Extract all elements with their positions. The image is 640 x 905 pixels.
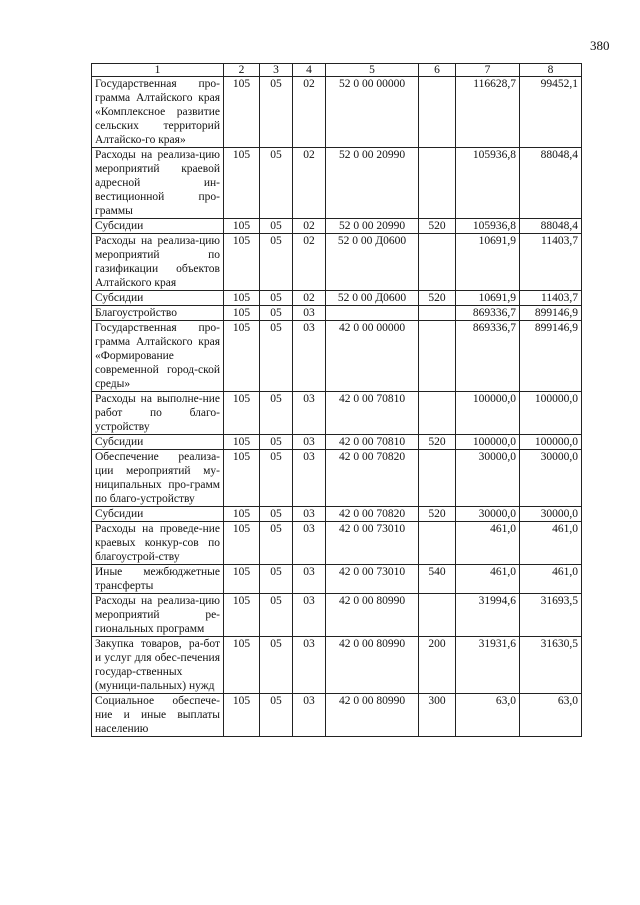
cell-col-5: 42 0 00 70820: [326, 507, 419, 522]
table-row: [92, 234, 582, 291]
table-header-row: [92, 64, 582, 77]
cell-col-8: 88048,4: [520, 219, 582, 234]
cell-col-4: 03: [293, 321, 326, 392]
table-row: [92, 321, 582, 392]
cell-col-4: 03: [293, 507, 326, 522]
cell-col-3: 05: [260, 291, 293, 306]
cell-col-8: 11403,7: [520, 234, 582, 291]
cell-col-6: 520: [419, 219, 456, 234]
cell-col-5: 42 0 00 73010: [326, 522, 419, 565]
column-header-8: 8: [520, 64, 582, 77]
cell-col-3: 05: [260, 306, 293, 321]
column-header-1: 1: [92, 64, 224, 77]
table-row: [92, 306, 582, 321]
cell-col-4: 02: [293, 291, 326, 306]
cell-col-2: 105: [224, 594, 260, 637]
column-header-2: 2: [224, 64, 260, 77]
row-name-cell: Благоустройство: [92, 306, 224, 321]
table-row: [92, 291, 582, 306]
cell-col-4: 02: [293, 77, 326, 148]
cell-col-3: 05: [260, 594, 293, 637]
cell-col-4: 02: [293, 148, 326, 219]
row-name-cell: Расходы на реализа-цию мероприятий краевой адресной ин-вестиционной про-граммы: [92, 148, 224, 219]
cell-col-7: 31994,6: [456, 594, 520, 637]
cell-col-5: 42 0 00 70810: [326, 392, 419, 435]
cell-col-2: 105: [224, 507, 260, 522]
cell-col-6: [419, 392, 456, 435]
column-header-4: 4: [293, 64, 326, 77]
cell-col-3: 05: [260, 148, 293, 219]
table-row: [92, 219, 582, 234]
cell-col-5: 42 0 00 70820: [326, 450, 419, 507]
cell-col-8: 899146,9: [520, 321, 582, 392]
cell-col-4: 03: [293, 594, 326, 637]
table-row: [92, 392, 582, 435]
row-name-cell: Субсидии: [92, 507, 224, 522]
cell-col-4: 03: [293, 450, 326, 507]
cell-col-6: 300: [419, 694, 456, 737]
cell-col-2: 105: [224, 321, 260, 392]
cell-col-7: 10691,9: [456, 291, 520, 306]
cell-col-4: 03: [293, 306, 326, 321]
page-number: 380: [590, 38, 610, 53]
cell-col-6: [419, 450, 456, 507]
cell-col-7: 105936,8: [456, 148, 520, 219]
table-row: [92, 637, 582, 694]
table-body: [92, 77, 582, 737]
cell-col-3: 05: [260, 77, 293, 148]
cell-col-6: 520: [419, 507, 456, 522]
table-row: [92, 148, 582, 219]
cell-col-5: [326, 306, 419, 321]
cell-col-6: [419, 234, 456, 291]
cell-col-7: 461,0: [456, 565, 520, 594]
cell-col-6: 520: [419, 291, 456, 306]
cell-col-2: 105: [224, 637, 260, 694]
cell-col-4: 03: [293, 694, 326, 737]
cell-col-5: 42 0 00 80990: [326, 694, 419, 737]
cell-col-5: 52 0 00 00000: [326, 77, 419, 148]
cell-col-7: 869336,7: [456, 321, 520, 392]
cell-col-2: 105: [224, 219, 260, 234]
row-name-cell: Социальное обеспече-ние и иные выплаты населению: [92, 694, 224, 737]
cell-col-8: 11403,7: [520, 291, 582, 306]
row-name-cell: Иные межбюджетные трансферты: [92, 565, 224, 594]
table-row: [92, 594, 582, 637]
cell-col-5: 52 0 00 20990: [326, 148, 419, 219]
cell-col-6: 200: [419, 637, 456, 694]
cell-col-6: [419, 522, 456, 565]
cell-col-7: 100000,0: [456, 435, 520, 450]
cell-col-3: 05: [260, 450, 293, 507]
table-row: [92, 565, 582, 594]
cell-col-8: 63,0: [520, 694, 582, 737]
table-row: [92, 507, 582, 522]
column-header-7: 7: [456, 64, 520, 77]
cell-col-6: [419, 148, 456, 219]
cell-col-6: [419, 77, 456, 148]
cell-col-7: 116628,7: [456, 77, 520, 148]
cell-col-6: [419, 594, 456, 637]
cell-col-4: 03: [293, 565, 326, 594]
cell-col-8: 100000,0: [520, 392, 582, 435]
cell-col-4: 02: [293, 219, 326, 234]
column-header-3: 3: [260, 64, 293, 77]
cell-col-2: 105: [224, 522, 260, 565]
cell-col-2: 105: [224, 148, 260, 219]
cell-col-4: 03: [293, 637, 326, 694]
cell-col-5: 52 0 00 Д0600: [326, 291, 419, 306]
cell-col-8: 31630,5: [520, 637, 582, 694]
cell-col-2: 105: [224, 450, 260, 507]
cell-col-2: 105: [224, 291, 260, 306]
cell-col-6: 520: [419, 435, 456, 450]
row-name-cell: Обеспечение реализа-ции мероприятий му-ниципальных про-грамм по благо-устройству: [92, 450, 224, 507]
row-name-cell: Расходы на проведе-ние краевых конкур-сов по благоустрой-ству: [92, 522, 224, 565]
cell-col-5: 42 0 00 80990: [326, 637, 419, 694]
cell-col-7: 100000,0: [456, 392, 520, 435]
cell-col-8: 99452,1: [520, 77, 582, 148]
cell-col-7: 10691,9: [456, 234, 520, 291]
table-row: [92, 77, 582, 148]
cell-col-3: 05: [260, 234, 293, 291]
cell-col-5: 52 0 00 20990: [326, 219, 419, 234]
cell-col-2: 105: [224, 77, 260, 148]
cell-col-3: 05: [260, 694, 293, 737]
cell-col-2: 105: [224, 694, 260, 737]
row-name-cell: Субсидии: [92, 435, 224, 450]
column-header-5: 5: [326, 64, 419, 77]
cell-col-5: 42 0 00 80990: [326, 594, 419, 637]
cell-col-7: 31931,6: [456, 637, 520, 694]
cell-col-7: 30000,0: [456, 450, 520, 507]
cell-col-3: 05: [260, 435, 293, 450]
cell-col-5: 52 0 00 Д0600: [326, 234, 419, 291]
cell-col-3: 05: [260, 637, 293, 694]
table-row: [92, 435, 582, 450]
row-name-cell: Закупка товаров, ра-бот и услуг для обес-печения государ-ственных (муници-пальных) нужд: [92, 637, 224, 694]
cell-col-4: 03: [293, 435, 326, 450]
table-row: [92, 450, 582, 507]
row-name-cell: Расходы на реализа-цию мероприятий по газификации объектов Алтайского края: [92, 234, 224, 291]
cell-col-8: 88048,4: [520, 148, 582, 219]
row-name-cell: Субсидии: [92, 291, 224, 306]
cell-col-2: 105: [224, 565, 260, 594]
cell-col-4: 03: [293, 522, 326, 565]
cell-col-4: 02: [293, 234, 326, 291]
cell-col-8: 461,0: [520, 522, 582, 565]
cell-col-8: 30000,0: [520, 450, 582, 507]
cell-col-7: 63,0: [456, 694, 520, 737]
cell-col-2: 105: [224, 234, 260, 291]
cell-col-8: 30000,0: [520, 507, 582, 522]
cell-col-3: 05: [260, 321, 293, 392]
row-name-cell: Субсидии: [92, 219, 224, 234]
cell-col-5: 42 0 00 00000: [326, 321, 419, 392]
cell-col-6: [419, 321, 456, 392]
cell-col-7: 869336,7: [456, 306, 520, 321]
cell-col-3: 05: [260, 507, 293, 522]
cell-col-8: 31693,5: [520, 594, 582, 637]
cell-col-2: 105: [224, 306, 260, 321]
cell-col-8: 100000,0: [520, 435, 582, 450]
cell-col-4: 03: [293, 392, 326, 435]
table-row: [92, 522, 582, 565]
cell-col-8: 899146,9: [520, 306, 582, 321]
cell-col-7: 461,0: [456, 522, 520, 565]
cell-col-2: 105: [224, 392, 260, 435]
cell-col-5: 42 0 00 70810: [326, 435, 419, 450]
column-header-6: 6: [419, 64, 456, 77]
cell-col-7: 105936,8: [456, 219, 520, 234]
cell-col-6: [419, 306, 456, 321]
row-name-cell: Государственная про-грамма Алтайского края «Формирование современной город-ской среды»: [92, 321, 224, 392]
cell-col-3: 05: [260, 219, 293, 234]
cell-col-3: 05: [260, 392, 293, 435]
cell-col-3: 05: [260, 522, 293, 565]
table-row: [92, 694, 582, 737]
cell-col-5: 42 0 00 73010: [326, 565, 419, 594]
budget-table: [91, 63, 582, 737]
row-name-cell: Расходы на реализа-цию мероприятий ре-гиональных программ: [92, 594, 224, 637]
cell-col-7: 30000,0: [456, 507, 520, 522]
row-name-cell: Расходы на выполне-ние работ по благо-устройству: [92, 392, 224, 435]
cell-col-3: 05: [260, 565, 293, 594]
cell-col-8: 461,0: [520, 565, 582, 594]
cell-col-6: 540: [419, 565, 456, 594]
row-name-cell: Государственная про-грамма Алтайского края «Комплексное развитие сельских территорий Алтайско-го края»: [92, 77, 224, 148]
cell-col-2: 105: [224, 435, 260, 450]
